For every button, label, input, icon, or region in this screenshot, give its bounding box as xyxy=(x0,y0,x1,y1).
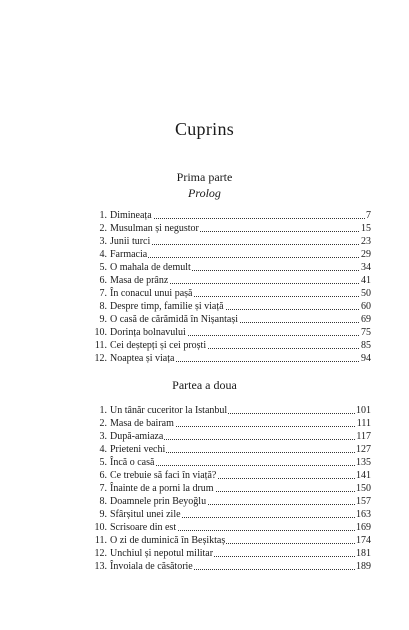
toc-entry-title: Dimineața xyxy=(110,210,152,221)
toc-entry xyxy=(0,352,409,365)
toc-entry-page: 75 xyxy=(361,327,371,338)
toc-entry-number: 9. xyxy=(99,509,107,520)
toc-entry-title: Noaptea și viața xyxy=(110,353,175,364)
toc-entry-page: 174 xyxy=(356,535,371,546)
toc-entry-page: 69 xyxy=(361,314,371,325)
toc-entry-title: Sfârșitul unei zile xyxy=(110,509,181,520)
toc-entry-number: 8. xyxy=(99,496,107,507)
toc-entry-title: Înainte de a porni la drum xyxy=(110,483,214,494)
toc-entry-title: Scrisoare din est xyxy=(110,522,177,533)
toc-entry-title: O mahala de demult xyxy=(110,262,191,273)
toc-entry-page: 181 xyxy=(356,548,371,559)
toc-entry-number: 6. xyxy=(99,470,107,481)
toc-entry-number: 11. xyxy=(94,535,107,546)
toc-entry-page: 34 xyxy=(361,262,371,273)
toc-entry xyxy=(0,417,409,430)
toc-entry-page: 15 xyxy=(361,223,371,234)
part-1-title: Prima parte xyxy=(176,170,233,184)
toc-entry-number: 4. xyxy=(99,444,107,455)
toc-entry-page: 189 xyxy=(356,561,371,572)
toc-entry xyxy=(0,235,409,248)
toc-entry-page: 41 xyxy=(361,275,371,286)
toc-entry-number: 2. xyxy=(99,223,107,234)
page-title: Cuprins xyxy=(174,119,235,139)
toc-entry xyxy=(0,443,409,456)
toc-entry-title: O casă de cărămidă în Nișantași xyxy=(110,314,239,325)
toc-entry xyxy=(0,274,409,287)
toc-entry-number: 10. xyxy=(94,327,107,338)
toc-entry-number: 6. xyxy=(99,275,107,286)
toc-entry-title: În conacul unui pașă xyxy=(110,288,193,299)
toc-entry-page: 29 xyxy=(361,249,371,260)
toc-entry-number: 11. xyxy=(94,340,107,351)
toc-entry-title: Un tânăr cuceritor la Istanbul xyxy=(110,405,228,416)
toc-entry-page: 157 xyxy=(356,496,371,507)
toc-entry xyxy=(0,326,409,339)
toc-entry-number: 13. xyxy=(94,561,107,572)
toc-entry xyxy=(0,534,409,547)
toc-entry-title: Unchiul și nepotul militar xyxy=(110,548,214,559)
toc-entry-page: 141 xyxy=(356,470,371,481)
toc-entry-title: O zi de duminică în Beșiktaș xyxy=(110,535,226,546)
toc-entry-number: 7. xyxy=(99,483,107,494)
toc-entry-number: 4. xyxy=(99,249,107,260)
toc-entry-title: După-amiaza xyxy=(110,431,164,442)
toc-entry-page: 127 xyxy=(356,444,371,455)
toc-entry xyxy=(0,313,409,326)
toc-entry xyxy=(0,339,409,352)
toc-entry-number: 1. xyxy=(99,210,107,221)
toc-entry-number: 8. xyxy=(99,301,107,312)
toc-entry xyxy=(0,495,409,508)
toc-entry-page: 111 xyxy=(356,418,371,429)
toc-entry-page: 50 xyxy=(361,288,371,299)
toc-entry xyxy=(0,482,409,495)
toc-entry xyxy=(0,404,409,417)
toc-entry xyxy=(0,508,409,521)
toc-entry-page: 135 xyxy=(356,457,371,468)
toc-entry-number: 1. xyxy=(99,405,107,416)
toc-entry xyxy=(0,456,409,469)
toc-entry-page: 85 xyxy=(361,340,371,351)
toc-entry-page: 163 xyxy=(356,509,371,520)
toc-entry-page: 117 xyxy=(356,431,371,442)
toc-entry-number: 3. xyxy=(99,431,107,442)
toc-part-2 xyxy=(0,404,409,573)
toc-entry xyxy=(0,300,409,313)
toc-entry xyxy=(0,287,409,300)
toc-entry-number: 10. xyxy=(94,522,107,533)
toc-entry xyxy=(0,248,409,261)
toc-entry-title: Cei deștepți și cei proști xyxy=(110,340,207,351)
toc-entry xyxy=(0,547,409,560)
toc-entry-number: 2. xyxy=(99,418,107,429)
toc-entry xyxy=(0,560,409,573)
toc-entry-number: 3. xyxy=(99,236,107,247)
toc-entry-title: Masa de bairam xyxy=(110,418,174,429)
toc-entry xyxy=(0,222,409,235)
toc-entry-title: Farmacia xyxy=(110,249,148,260)
toc-entry-page: 7 xyxy=(366,210,371,221)
toc-entry-number: 5. xyxy=(99,262,107,273)
toc-entry xyxy=(0,261,409,274)
toc-entry-number: 5. xyxy=(99,457,107,468)
toc-entry-page: 60 xyxy=(361,301,371,312)
toc-entry-title: Ce trebuie să faci în viață? xyxy=(110,470,217,481)
toc-entry-page: 23 xyxy=(361,236,371,247)
toc-entry-page: 169 xyxy=(356,522,371,533)
toc-entry-title: Încă o casă xyxy=(110,457,155,468)
toc-entry-number: 12. xyxy=(94,548,107,559)
toc-entry-page: 101 xyxy=(356,405,371,416)
part-2-title: Partea a doua xyxy=(172,378,237,392)
toc-entry-number: 7. xyxy=(99,288,107,299)
toc-entry-number: 12. xyxy=(94,353,107,364)
toc-entry-page: 94 xyxy=(361,353,371,364)
toc-entry-title: Dorința bolnavului xyxy=(110,327,186,338)
toc-dot-leader xyxy=(110,257,369,258)
toc-entry-title: Învoiala de căsătorie xyxy=(110,561,193,572)
toc-entry-title: Masa de prânz xyxy=(110,275,169,286)
toc-entry-number: 9. xyxy=(99,314,107,325)
toc-entry-title: Musulman și negustor xyxy=(110,223,199,234)
toc-entry xyxy=(0,521,409,534)
part-1-subtitle: Prolog xyxy=(188,186,221,200)
toc-entry-title: Prieteni vechi xyxy=(110,444,166,455)
toc-entry-title: Despre timp, familie și viață xyxy=(110,301,224,312)
toc-entry-page: 150 xyxy=(356,483,371,494)
toc-entry xyxy=(0,430,409,443)
toc-part-1 xyxy=(0,209,409,365)
toc-entry-title: Doamnele prin Beyoğlu xyxy=(110,496,207,507)
toc-entry xyxy=(0,469,409,482)
toc-entry-title: Junii turci xyxy=(110,236,151,247)
toc-entry xyxy=(0,209,409,222)
